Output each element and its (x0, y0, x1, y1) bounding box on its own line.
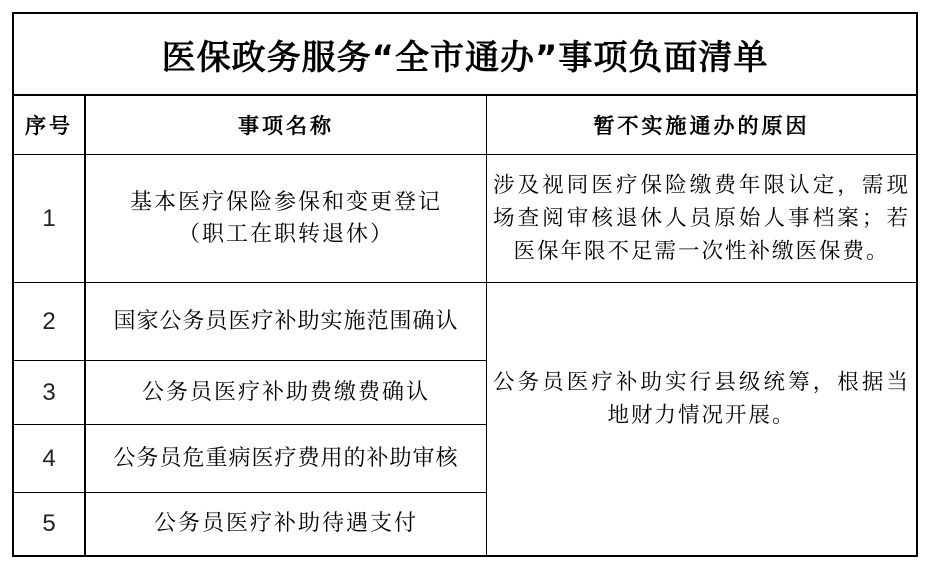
reason-text: 涉及视同医疗保险缴费年限认定，需现场查阅审核退休人员原始人事档案；若医保年限不足需一次性补缴医保费。 (493, 172, 910, 265)
header-seq: 序号 (25, 114, 73, 138)
item-name: 公务员医疗补助待遇支付 (153, 511, 418, 537)
row-number: 5 (42, 510, 56, 537)
row-number: 1 (42, 204, 56, 232)
item-name: 国家公务员医疗补助实施范围确认 (113, 308, 459, 334)
header-reason: 暂不实施通办的原因 (593, 114, 810, 138)
row-number: 3 (42, 378, 56, 406)
item-name (86, 155, 486, 282)
reason-text-merged: 公务员医疗补助实行县级统筹，根据当地财力情况开展。 (493, 369, 910, 428)
item-name-line: （职工在职转退休） (177, 221, 394, 247)
table-title: 医保政务服务“全市通办”事项负面清单 (14, 14, 916, 96)
item-name: 公务员医疗补助费缴费确认 (141, 379, 430, 405)
item-name-line: 基本医疗保险参保和变更登记 (129, 189, 442, 215)
row-number: 2 (42, 307, 56, 335)
item-name: 公务员危重病医疗费用的补助审核 (113, 445, 459, 471)
row-number: 4 (42, 444, 56, 472)
negative-list-table (12, 12, 918, 557)
header-item-name: 事项名称 (238, 114, 334, 138)
